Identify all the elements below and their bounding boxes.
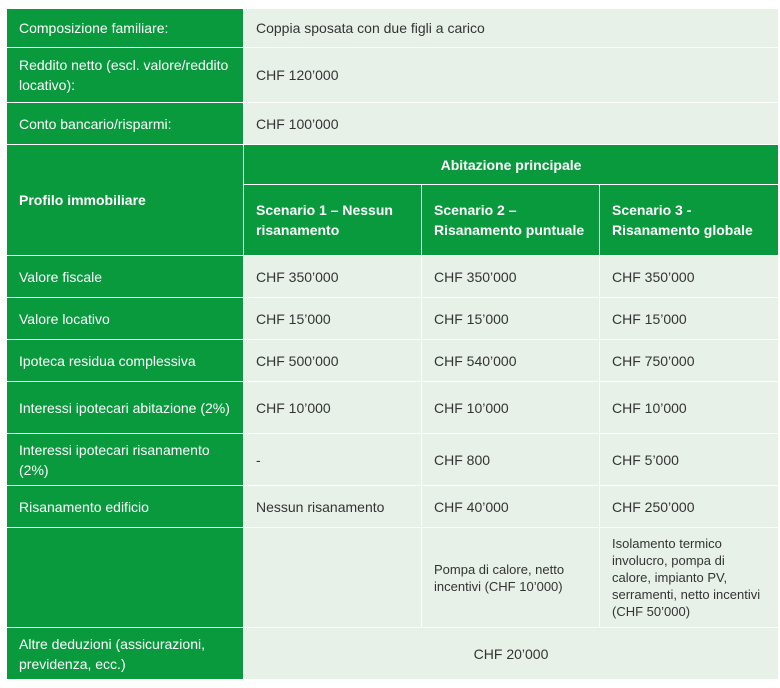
- notes-row: [7, 528, 779, 628]
- real-estate-profile-table: [6, 8, 779, 680]
- scenario-2-value: CHF 10’000: [422, 382, 600, 434]
- household-row: [7, 9, 779, 48]
- scenario-2-value: CHF 350’000: [422, 256, 600, 298]
- notes-label-cell: [7, 528, 244, 628]
- scenario-2-note: Pompa di calore, netto incentivi (CHF 10’000): [422, 528, 600, 628]
- savings-row: [7, 103, 779, 145]
- row-label: Risanamento edificio: [7, 486, 244, 528]
- table-row: [7, 434, 779, 486]
- scenario-2-value: CHF 540’000: [422, 340, 600, 382]
- scenario-3-header: Scenario 3 - Risanamento globale: [600, 185, 779, 256]
- other-deductions-label: Altre deduzioni (assicurazioni, previdenza, ecc.): [7, 628, 244, 680]
- row-label: Ipoteca residua complessiva: [7, 340, 244, 382]
- table-row: [7, 256, 779, 298]
- savings-label: Conto bancario/risparmi:: [7, 103, 244, 145]
- income-row: [7, 48, 779, 103]
- savings-value: CHF 100’000: [244, 103, 779, 145]
- row-label: Valore locativo: [7, 298, 244, 340]
- other-deductions-row: [7, 628, 779, 680]
- scenario-3-value: CHF 15’000: [600, 298, 779, 340]
- scenario-3-value: CHF 750’000: [600, 340, 779, 382]
- scenario-2-value: CHF 15’000: [422, 298, 600, 340]
- scenario-1-note: [244, 528, 422, 628]
- scenario-3-value: CHF 10’000: [600, 382, 779, 434]
- income-value: CHF 120’000: [244, 48, 779, 103]
- household-label: Composizione familiare:: [7, 9, 244, 48]
- household-value: Coppia sposata con due figli a carico: [244, 9, 779, 48]
- scenario-1-value: CHF 350’000: [244, 256, 422, 298]
- scenario-1-value: CHF 15’000: [244, 298, 422, 340]
- other-deductions-value: CHF 20’000: [244, 628, 779, 680]
- table-row: [7, 298, 779, 340]
- scenario-2-value: CHF 40’000: [422, 486, 600, 528]
- scenario-1-value: CHF 10’000: [244, 382, 422, 434]
- scenario-3-value: CHF 5’000: [600, 434, 779, 486]
- scenario-1-value: -: [244, 434, 422, 486]
- scenario-2-header: Scenario 2 – Risanamento puntuale: [422, 185, 600, 256]
- table-row: [7, 340, 779, 382]
- profile-label: Profilo immobiliare: [7, 145, 244, 256]
- table-row: [7, 382, 779, 434]
- scenario-1-value: CHF 500’000: [244, 340, 422, 382]
- table-row: [7, 486, 779, 528]
- row-label: Valore fiscale: [7, 256, 244, 298]
- scenario-1-header: Scenario 1 – Nessun risanamento: [244, 185, 422, 256]
- income-label: Reddito netto (escl. valore/reddito locativo):: [7, 48, 244, 103]
- row-label: Interessi ipotecari abitazione (2%): [7, 382, 244, 434]
- row-label: Interessi ipotecari risanamento (2%): [7, 434, 244, 486]
- scenario-1-value: Nessun risanamento: [244, 486, 422, 528]
- profile-header-row: [7, 145, 779, 185]
- scenario-3-value: CHF 250’000: [600, 486, 779, 528]
- scenario-3-value: CHF 350’000: [600, 256, 779, 298]
- scenario-2-value: CHF 800: [422, 434, 600, 486]
- scenario-3-note: Isolamento termico involucro, pompa di calore, impianto PV, serramenti, netto incentivi (CHF 50’000): [600, 528, 779, 628]
- group-header: Abitazione principale: [244, 145, 779, 185]
